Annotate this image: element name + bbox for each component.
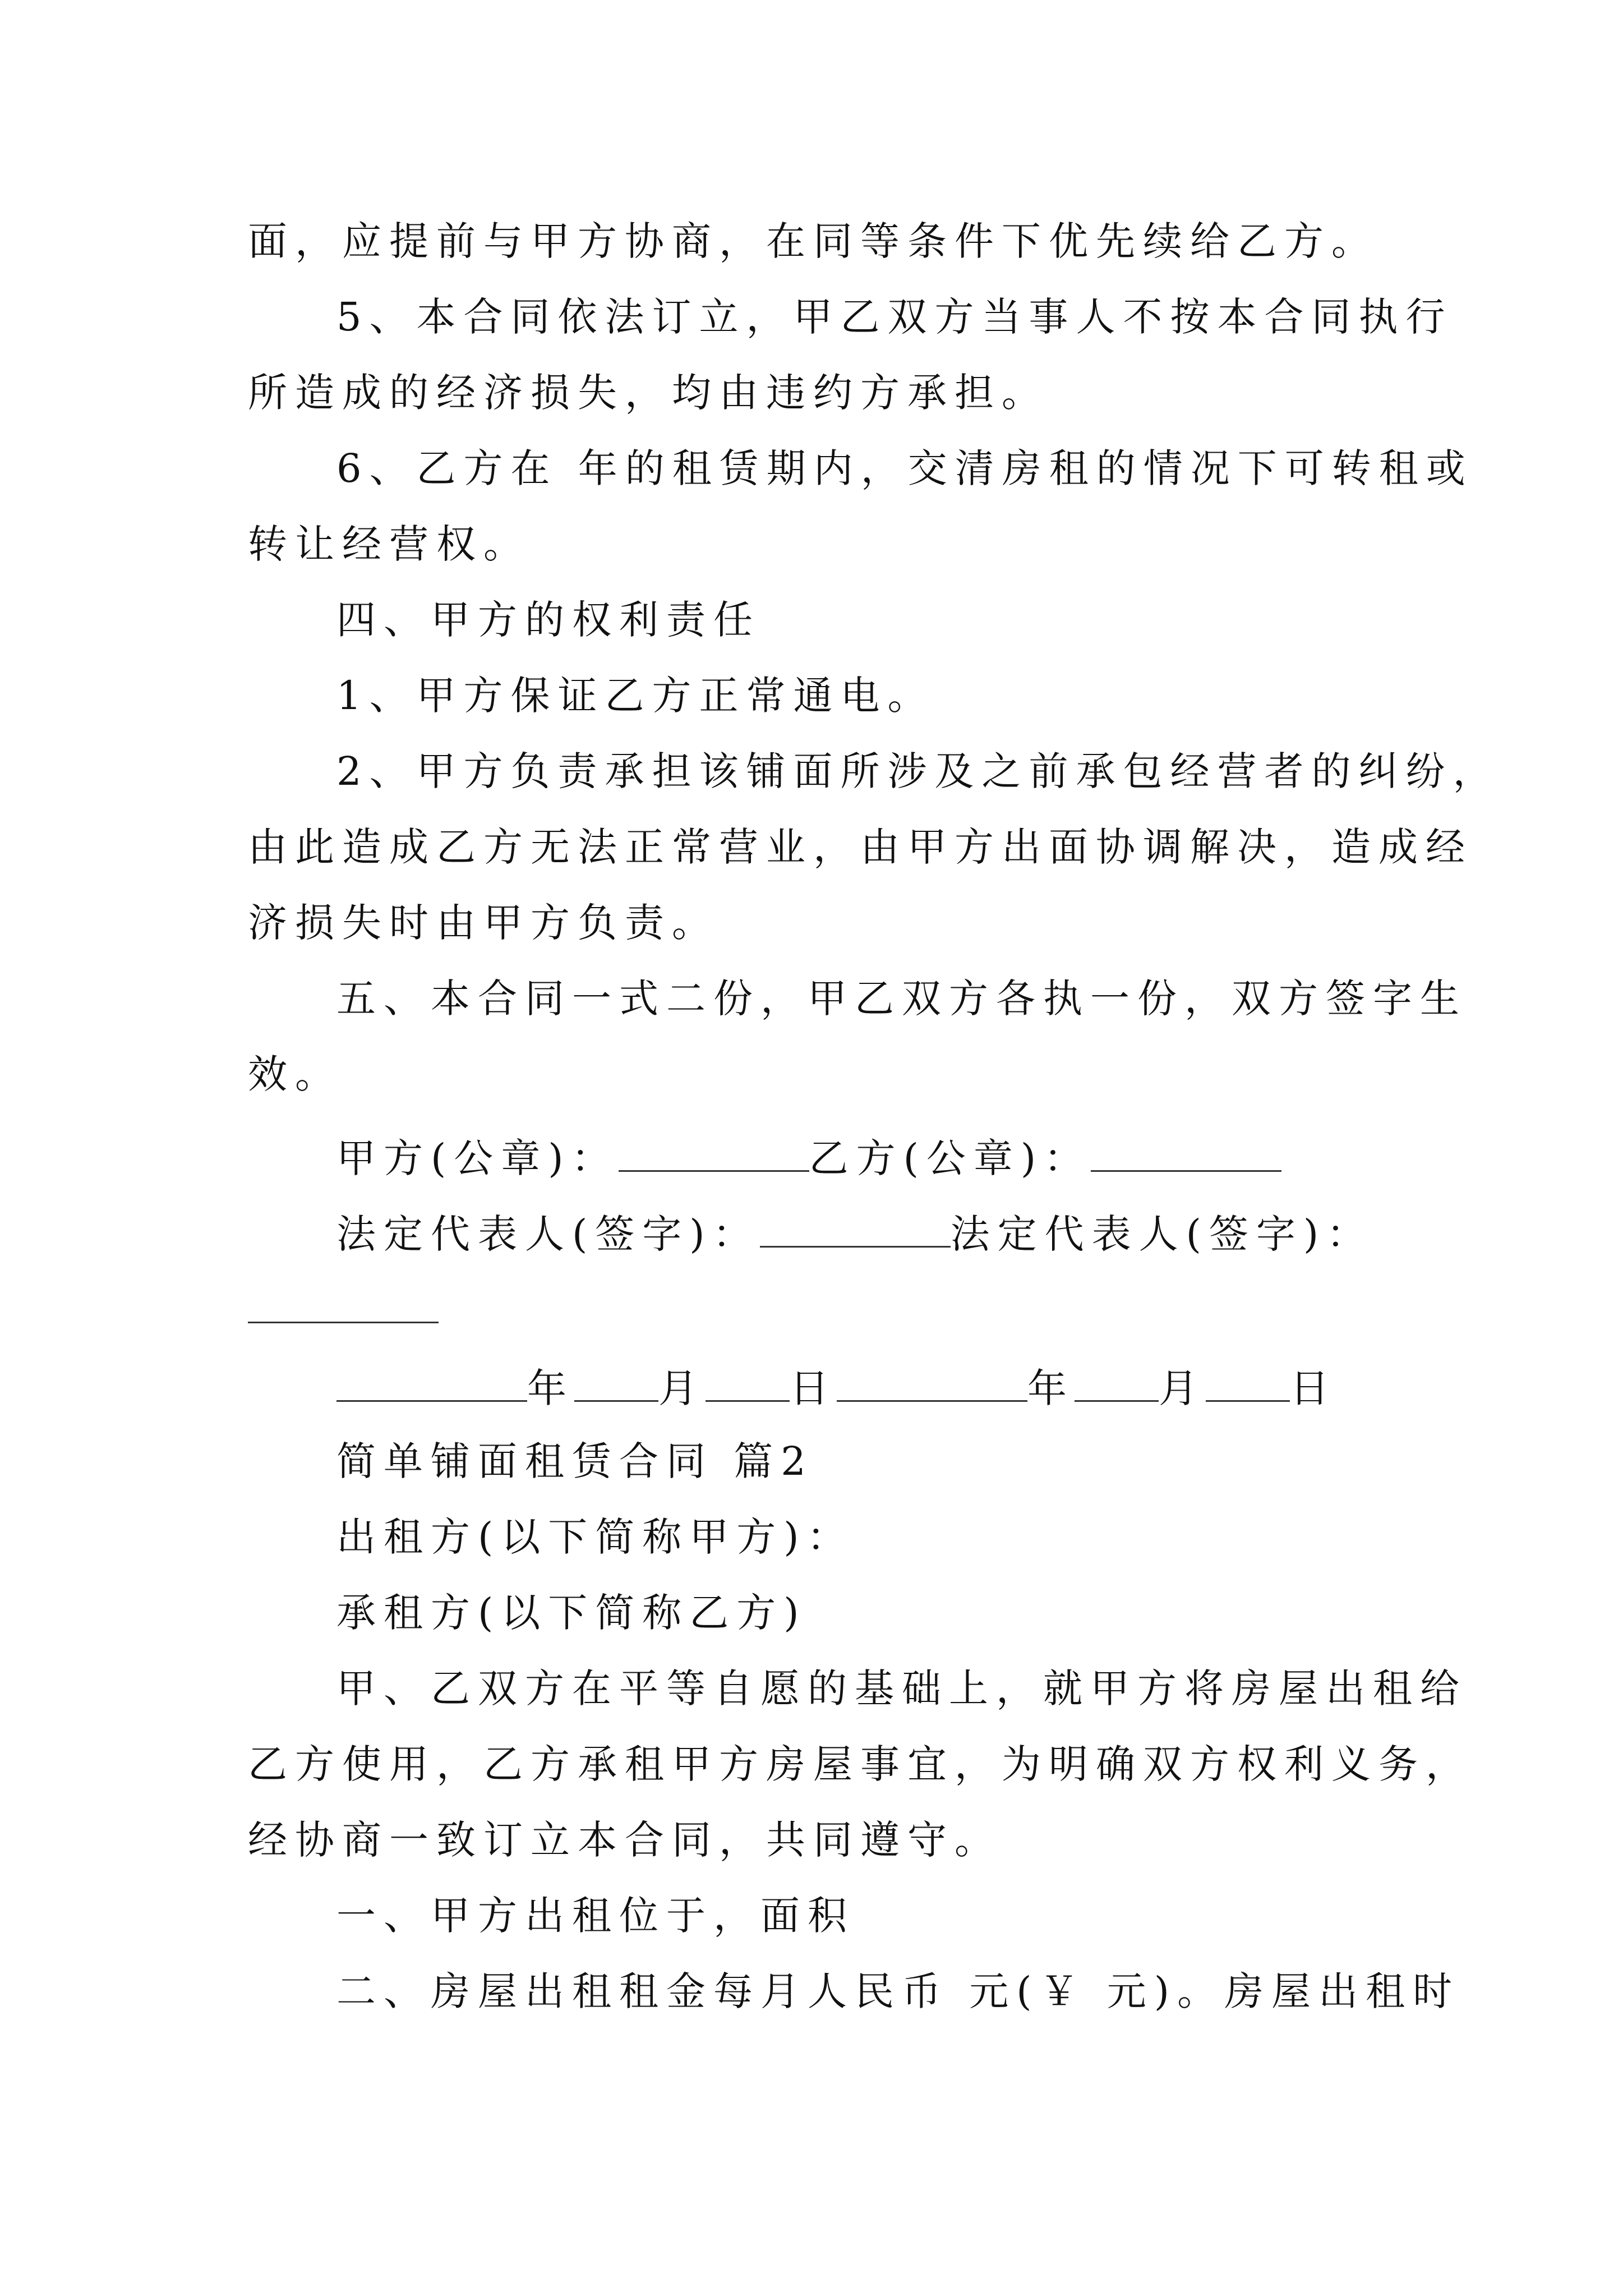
date-a-year-blank [336,1364,527,1402]
date-line [336,1363,1337,1414]
month-label: 月 [658,1365,706,1411]
party-a-seal-blank [619,1134,809,1172]
paragraph-line: 甲、乙双方在平等自愿的基础上，就甲方将房屋出租给 [336,1665,1467,1711]
day-label: 日 [1290,1365,1337,1411]
seal-line [336,1133,1281,1184]
month-label: 月 [1159,1365,1206,1411]
paragraph-line: 面，应提前与甲方协商，在同等条件下优先续给乙方。 [248,218,1378,264]
representative-line [336,1209,1373,1259]
paragraph-line: 所造成的经济损失，均由违约方承担。 [248,370,1049,416]
paragraph-line: 2、甲方负责承担该铺面所涉及之前承包经营者的纠纷， [336,748,1500,794]
clause-line: 二、房屋出租租金每月人民币 元(￥ 元)。房屋出租时 [336,1968,1460,2014]
date-a-day-blank [706,1364,790,1402]
paragraph-line: 1、甲方保证乙方正常通电。 [336,673,935,719]
rep-b-blank [248,1286,439,1323]
lessor-line: 出租方(以下简称甲方)： [336,1514,854,1560]
party-b-seal-blank [1091,1134,1281,1172]
rep-a-label: 法定代表人(签字)： [336,1211,760,1257]
paragraph-line: 效。 [248,1051,342,1097]
date-a-month-blank [574,1364,658,1402]
rep-b-blank-line [248,1285,439,1335]
section-heading: 四、甲方的权利责任 [336,597,760,643]
paragraph-line: 转让经营权。 [248,521,531,567]
year-label: 年 [527,1365,574,1411]
paragraph-line: 5、本合同依法订立，甲乙双方当事人不按本合同执行 [336,294,1453,340]
date-b-day-blank [1206,1364,1290,1402]
paragraph-line: 由此造成乙方无法正常营业，由甲方出面协调解决，造成经 [248,824,1473,870]
paragraph-line: 乙方使用，乙方承租甲方房屋事宜，为明确双方权利义务， [248,1741,1473,1787]
paragraph-line: 6、乙方在 年的租赁期内，交清房租的情况下可转租或 [336,445,1473,491]
date-b-month-blank [1075,1364,1159,1402]
rep-a-blank [760,1210,951,1248]
party-a-seal-label: 甲方(公章)： [336,1135,619,1181]
party-b-seal-label: 乙方(公章)： [809,1135,1091,1181]
date-b-year-blank [837,1364,1027,1402]
paragraph-line: 五、本合同一式二份，甲乙双方各执一份，双方签字生 [336,976,1467,1022]
clause-line: 一、甲方出租位于，面积 [336,1893,855,1939]
section-title: 简单铺面租赁合同 篇2 [336,1438,814,1484]
year-label: 年 [1027,1365,1075,1411]
day-label: 日 [790,1365,837,1411]
rep-b-label: 法定代表人(签字)： [950,1211,1374,1257]
paragraph-line: 经协商一致订立本合同，共同遵守。 [248,1817,1002,1863]
paragraph-line: 济损失时由甲方负责。 [248,900,719,946]
lessee-line: 承租方(以下简称乙方) [336,1590,807,1636]
